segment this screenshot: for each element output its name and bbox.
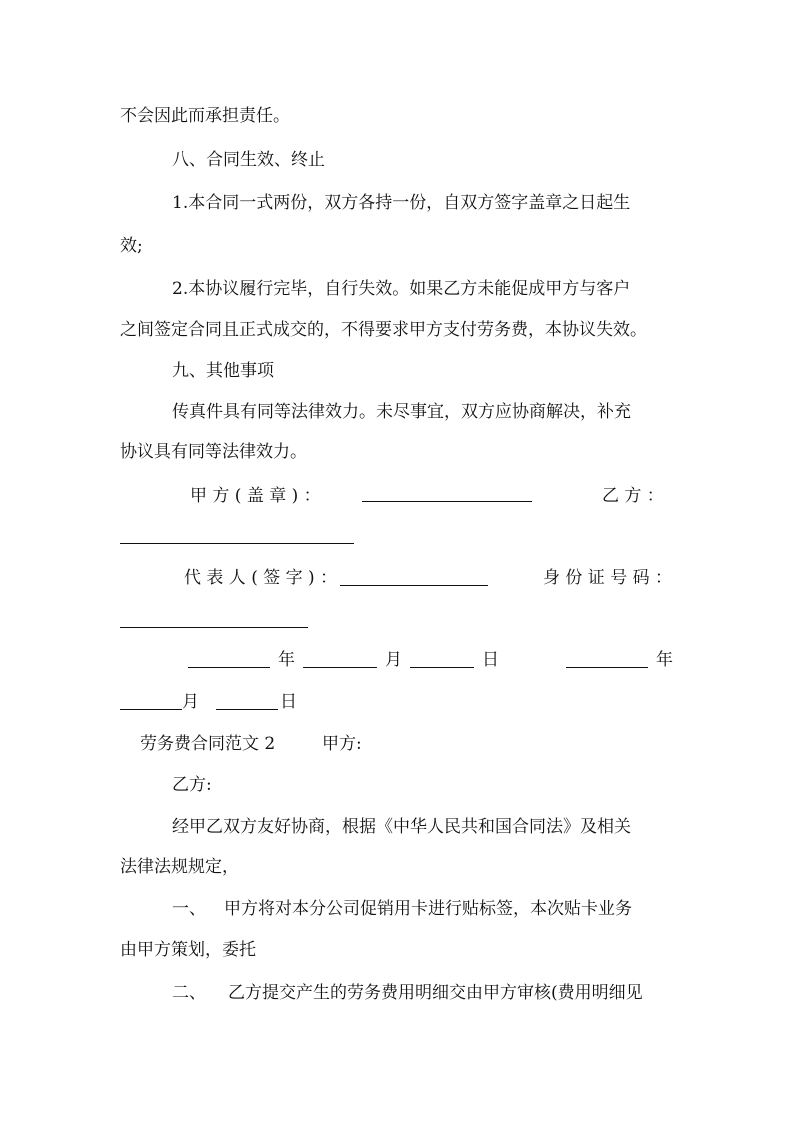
- day-label: 日: [482, 650, 499, 670]
- id-number-blank: [120, 626, 308, 628]
- text-line: 1.本合同一式两份，双方各持一份，自双方签字盖章之日起生: [172, 193, 631, 213]
- date-day-blank-b: [216, 708, 278, 710]
- text-line: 法律法规规定，: [120, 857, 239, 877]
- text-line: 之间签定合同且正式成交的，不得要求甲方支付劳务费，本协议失效。: [120, 320, 647, 340]
- second-party-b: 乙方:: [172, 775, 212, 795]
- section-heading-8: 八、合同生效、终止: [172, 150, 325, 170]
- year-label: 年: [278, 650, 295, 670]
- id-number-label: 身 份 证 号 码 ：: [543, 568, 673, 588]
- party-b-blank: [120, 542, 354, 544]
- day-label: 日: [280, 692, 297, 712]
- text-line: 由甲方策划，委托: [120, 940, 256, 960]
- month-label: 月: [182, 692, 199, 712]
- second-contract-title: 劳务费合同范文 2: [140, 734, 276, 754]
- item-number-2: 二、: [172, 983, 206, 1003]
- party-a-seal-blank: [362, 500, 532, 502]
- month-label: 月: [385, 650, 402, 670]
- date-month-blank-b: [120, 708, 182, 710]
- party-b-label: 乙 方 ：: [602, 486, 664, 506]
- date-day-blank-a: [410, 666, 474, 668]
- text-line: 乙方提交产生的劳务费用明细交由甲方审核(费用明细见: [228, 983, 643, 1003]
- item-number-1: 一、: [172, 899, 206, 919]
- year-label: 年: [656, 650, 673, 670]
- text-line: 2.本协议履行完毕，自行失效。如果乙方未能促成甲方与客户: [172, 279, 631, 299]
- date-year-blank-b: [566, 666, 648, 668]
- date-month-blank-a: [303, 666, 377, 668]
- second-party-a: 甲方:: [322, 734, 362, 754]
- representative-label: 代 表 人 ( 签 字 ) ：: [184, 568, 338, 588]
- text-line: 传真件具有同等法律效力。未尽事宜，双方应协商解决，补充: [172, 402, 631, 422]
- text-line: 效;: [120, 236, 143, 256]
- text-line: 协议具有同等法律效力。: [120, 442, 307, 462]
- party-a-seal-label: 甲 方 ( 盖 章 ) ：: [190, 486, 321, 506]
- section-heading-9: 九、其他事项: [172, 361, 274, 381]
- text-line: 不会因此而承担责任。: [120, 106, 290, 126]
- text-line: 经甲乙双方友好协商，根据《中华人民共和国合同法》及相关: [172, 817, 631, 837]
- date-year-blank-a: [188, 666, 270, 668]
- text-line: 甲方将对本分公司促销用卡进行贴标签，本次贴卡业务: [224, 899, 632, 919]
- representative-blank: [340, 584, 488, 586]
